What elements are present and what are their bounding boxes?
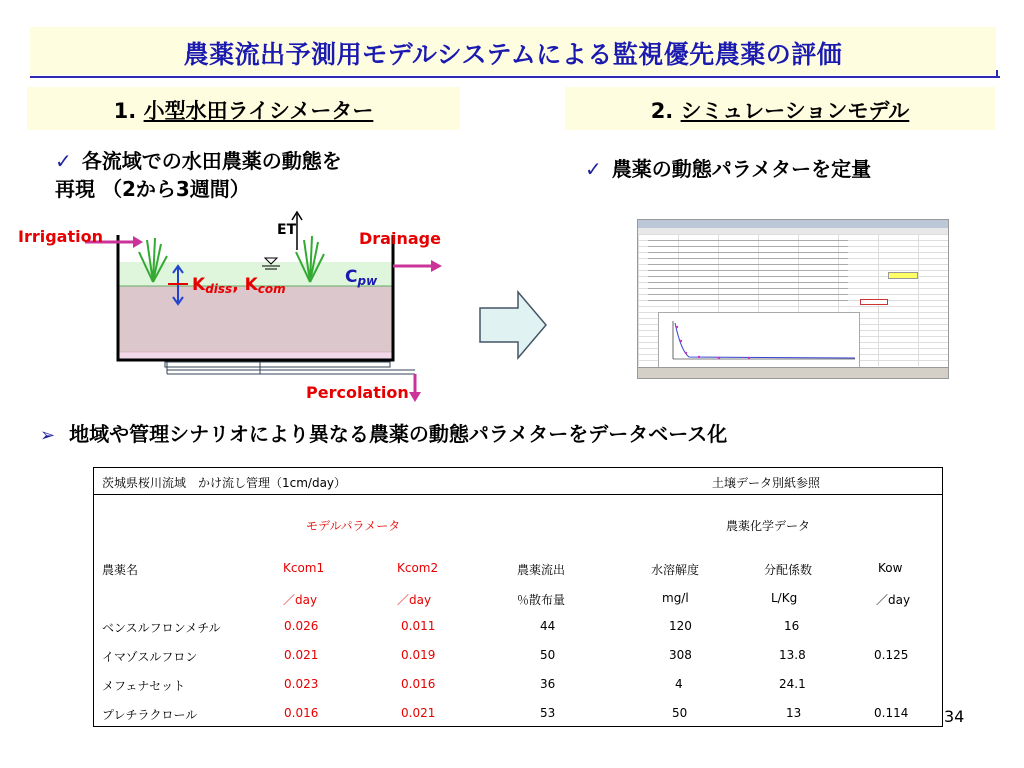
column-header: 分配係数 xyxy=(764,563,813,577)
drainage-label: Drainage xyxy=(359,229,441,248)
section-right-text xyxy=(565,95,995,125)
et-label: ET xyxy=(277,222,297,238)
triangle-bullet-icon: ➢ xyxy=(40,425,56,446)
right-bullet xyxy=(585,155,871,183)
row-name: イマゾスルフロン xyxy=(102,650,198,664)
right-bullet-text: 農薬の動態パラメターを定量 xyxy=(611,157,872,181)
row-solubility: 120 xyxy=(669,619,692,633)
checkmark-icon: ✓ xyxy=(55,149,72,173)
table-header-row xyxy=(94,468,942,495)
section-header-left xyxy=(27,87,460,130)
checkmark-icon: ✓ xyxy=(585,157,602,181)
row-kcom2: 0.011 xyxy=(401,619,436,633)
drain-pipe xyxy=(165,362,390,367)
row-name: ベンスルフロンメチル xyxy=(102,621,221,635)
column-unit: L/Kg xyxy=(771,591,798,605)
row-kcom1: 0.026 xyxy=(284,619,319,633)
column-unit: ％散布量 xyxy=(517,593,566,607)
gravel-layer xyxy=(118,352,393,359)
row-solubility: 50 xyxy=(672,706,688,720)
row-runoff: 50 xyxy=(540,648,556,662)
section-right-number: 2. xyxy=(650,99,674,123)
title-underline xyxy=(30,76,1000,78)
row-runoff: 44 xyxy=(540,619,556,633)
row-kcom2: 0.021 xyxy=(401,706,436,720)
row-kcom2: 0.016 xyxy=(401,677,436,691)
column-unit: ／day xyxy=(397,593,432,607)
row-kow: 0.125 xyxy=(874,648,909,662)
left-bullet-line2: 再現 （2から3週間） xyxy=(55,177,250,201)
row-kow: 0.114 xyxy=(874,706,909,720)
bottom-bullet-text: 地域や管理シナリオにより異なる農薬の動態パラメターをデータベース化 xyxy=(69,422,728,446)
column-unit: mg/l xyxy=(662,591,689,605)
row-name: メフェナセット xyxy=(102,679,186,693)
cpw-label: Cpw xyxy=(345,267,378,288)
pesticide-data-table xyxy=(93,467,943,727)
page-title: 農薬流出予測用モデルシステムによる監視優先農薬の評価 xyxy=(183,40,843,69)
soil-layer xyxy=(118,286,393,352)
row-partition: 24.1 xyxy=(779,677,806,691)
row-partition: 13 xyxy=(786,706,802,720)
title-box xyxy=(30,27,996,75)
percolation-label: Percolation xyxy=(306,383,409,402)
row-kcom1: 0.023 xyxy=(284,677,319,691)
row-name: プレチラクロール xyxy=(102,708,198,722)
section-right-label: シミュレーションモデル xyxy=(680,99,910,123)
section-header-right xyxy=(565,87,995,130)
row-solubility: 4 xyxy=(675,677,683,691)
row-kcom1: 0.021 xyxy=(284,648,319,662)
title-underline-tick xyxy=(996,70,998,78)
section-left-number: 1. xyxy=(113,99,137,123)
row-runoff: 53 xyxy=(540,706,556,720)
column-header: 農薬名 xyxy=(102,563,139,577)
page-number: 34 xyxy=(944,707,965,726)
simulation-spreadsheet-screenshot xyxy=(637,219,949,379)
kdiss-kcom-label: Kdiss, Kcom xyxy=(192,275,286,296)
section-left-label: 小型水田ライシメーター xyxy=(143,99,374,123)
table-header-left: 茨城県桜川流域 かけ流し管理（1cm/day） xyxy=(102,476,347,490)
irrigation-label: Irrigation xyxy=(18,227,103,246)
column-unit: ／day xyxy=(876,593,911,607)
column-header: Kow xyxy=(878,561,903,575)
group-model-label: モデルパラメータ xyxy=(306,519,401,533)
row-partition: 13.8 xyxy=(779,648,806,662)
column-header: Kcom2 xyxy=(397,561,439,575)
sheet-chart xyxy=(658,312,860,368)
lysimeter-diagram xyxy=(15,210,465,410)
left-bullet-line1: 各流域での水田農薬の動態を xyxy=(81,149,342,173)
row-runoff: 36 xyxy=(540,677,556,691)
table-header-right: 土壌データ別紙参照 xyxy=(712,476,821,490)
left-bullet xyxy=(55,147,342,203)
row-kcom1: 0.016 xyxy=(284,706,319,720)
row-kcom2: 0.019 xyxy=(401,648,436,662)
bottom-bullet xyxy=(40,418,727,447)
row-partition: 16 xyxy=(784,619,800,633)
group-chem-label: 農薬化学データ xyxy=(726,519,811,533)
column-header: 農薬流出 xyxy=(517,563,566,577)
row-solubility: 308 xyxy=(669,648,692,662)
column-header: 水溶解度 xyxy=(651,563,700,577)
column-header: Kcom1 xyxy=(283,561,325,575)
section-left-text xyxy=(27,95,460,125)
block-arrow-icon xyxy=(478,290,548,360)
column-unit: ／day xyxy=(283,593,318,607)
